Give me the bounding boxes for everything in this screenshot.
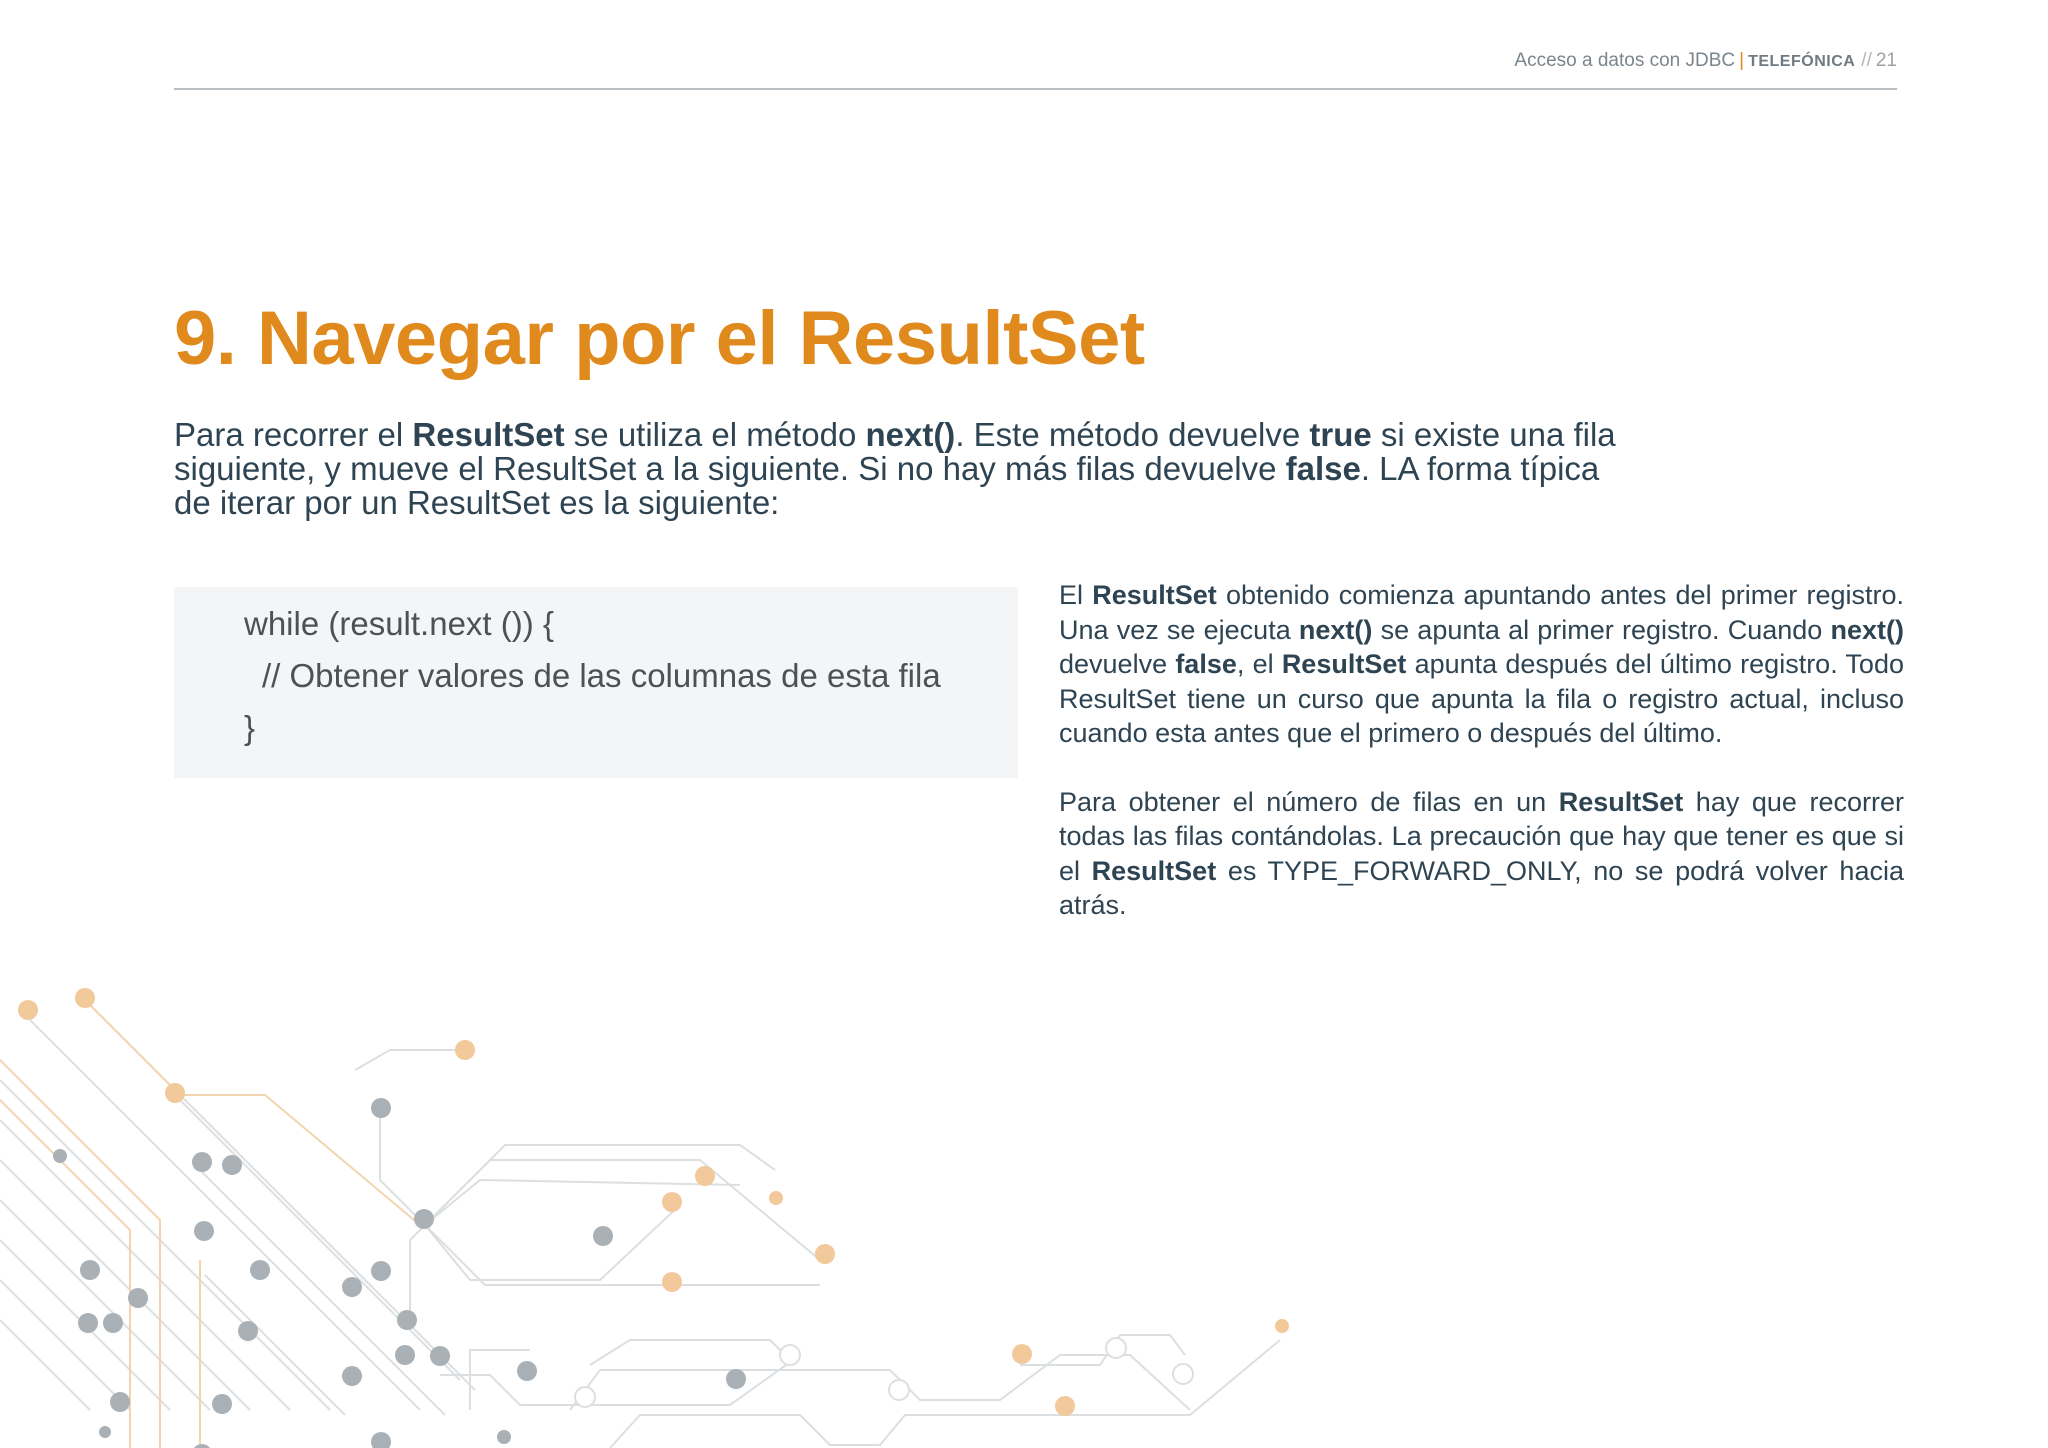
side-text: es TYPE_FORWARD_ONLY, no se podrá volver hacia atrás. <box>1059 855 1904 920</box>
intro-bold: next() <box>865 416 956 453</box>
code-line-2: // Obtener valores de las columnas de esta fila <box>262 657 941 694</box>
intro-text: si existe una fila siguiente, y mueve el ResultSet a la siguiente. Si no hay más filas devuelve <box>174 416 1616 487</box>
side-text: hay que recorrer todas las filas contándolas. La precaución que hay que tener es que si el <box>1059 786 1904 886</box>
intro-text: se utiliza el método <box>564 416 866 453</box>
header-slashes: // <box>1861 50 1872 71</box>
side-bold: next() <box>1830 614 1904 645</box>
header-text <box>1514 50 1897 72</box>
page-number: 21 <box>1875 50 1897 71</box>
side-text: obtenido comienza apuntando antes del primer registro. Una vez se ejecuta <box>1059 580 1904 645</box>
circuit-lines <box>0 1000 1280 1448</box>
side-bold: ResultSet <box>1558 786 1684 817</box>
circuit-dots <box>18 988 1289 1448</box>
intro-bold: true <box>1309 416 1372 453</box>
side-bold: ResultSet <box>1281 649 1407 679</box>
side-column <box>1059 578 1904 957</box>
side-bold: ResultSet <box>1091 855 1217 886</box>
page-header <box>174 0 1897 90</box>
circuit-decoration <box>0 960 1320 1448</box>
intro-text: . LA forma típica de iterar por un ResultSet es la siguiente: <box>174 450 1600 521</box>
intro-bold: ResultSet <box>412 416 565 453</box>
side-bold: ResultSet <box>1092 580 1217 610</box>
doc-title: Acceso a datos con JDBC <box>1514 50 1736 71</box>
side-text: Para obtener el número de filas en un <box>1059 786 1559 817</box>
side-text: apunta después del último registro. Todo ResultSet tiene un curso que apunta la fila o registro actual, incluso cuando esta antes que el primero o después del último. <box>1059 649 1904 748</box>
intro-text: . Este método devuelve <box>955 416 1310 453</box>
side-text: El <box>1059 580 1093 610</box>
brand-name: TELEFÓNICA <box>1748 53 1856 70</box>
side-bold: next() <box>1298 614 1373 645</box>
header-separator: | <box>1739 50 1745 71</box>
side-bold: false <box>1175 649 1237 679</box>
side-text: devuelve <box>1059 649 1176 679</box>
intro-bold: false <box>1285 450 1361 487</box>
code-block <box>174 587 1018 778</box>
intro-paragraph <box>174 418 1634 520</box>
side-text: se apunta al primer registro. Cuando <box>1372 614 1831 645</box>
section-title: 9. Navegar por el ResultSet <box>174 296 1145 381</box>
code-line-3: } <box>244 709 256 746</box>
side-paragraph-2 <box>1059 785 1904 923</box>
side-paragraph-1 <box>1059 578 1904 751</box>
side-text: , el <box>1236 649 1282 679</box>
code-line-1: while (result.next ()) { <box>244 605 554 642</box>
intro-text: Para recorrer el <box>174 416 413 453</box>
